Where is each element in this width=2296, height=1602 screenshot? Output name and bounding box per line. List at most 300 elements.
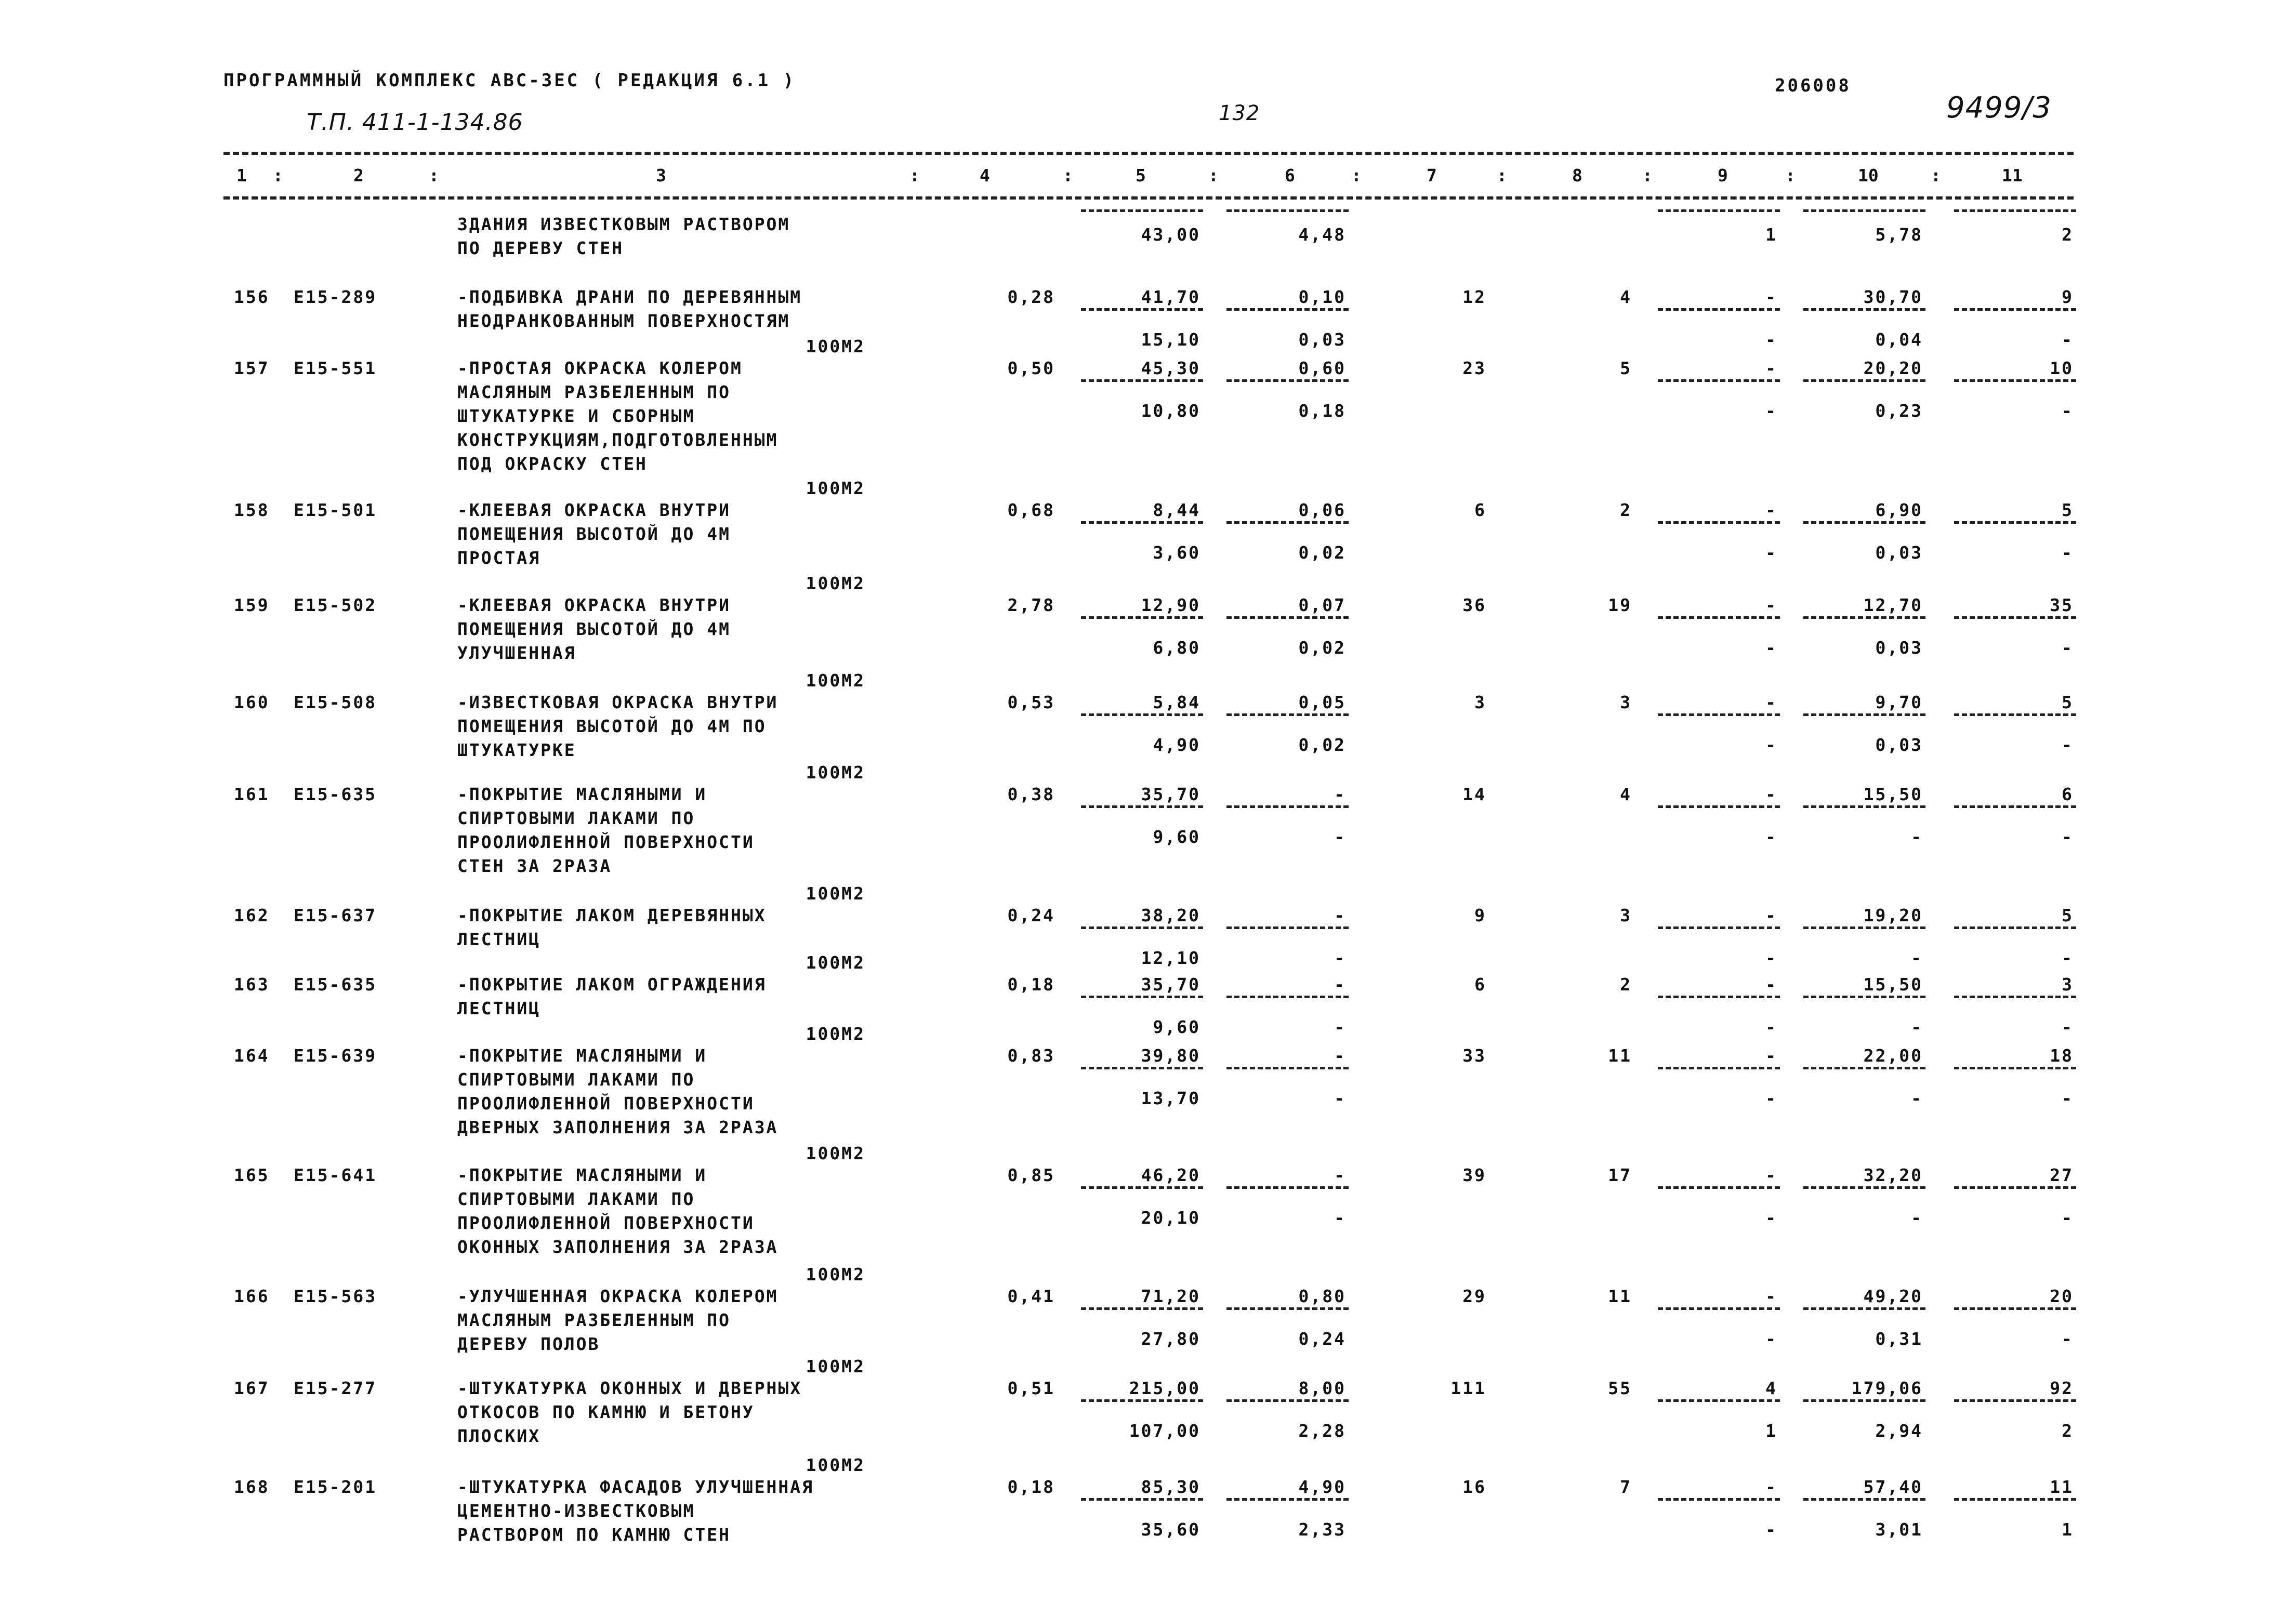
subtotal-divider	[1954, 926, 2076, 929]
subtotal-divider	[1658, 1498, 1780, 1501]
subtotal-divider	[1803, 521, 1925, 524]
work-description: -УЛУЧШЕННАЯ ОКРАСКА КОЛЕРОМ	[457, 1286, 778, 1306]
unit-cost-total: 39,80	[1141, 1045, 1200, 1066]
subtotal-divider	[1954, 805, 2076, 808]
quantity: 0,85	[1007, 1165, 1055, 1185]
labor-total: 6	[2062, 784, 2074, 804]
unit-cost-total: 8,44	[1153, 500, 1200, 520]
subtotal-divider	[1803, 926, 1925, 929]
machines-wages: -	[1765, 692, 1777, 712]
work-description: -ПОКРЫТИЕ МАСЛЯНЫМИ И	[457, 784, 707, 804]
subtotal-divider	[1226, 308, 1349, 311]
row-number: 158	[234, 500, 270, 520]
labor-machines-total: -	[2062, 1088, 2074, 1108]
work-description: ЗДАНИЯ ИЗВЕСТКОВЫМ РАСТВОРОМ	[457, 214, 790, 234]
labor-machines-total: -	[2062, 827, 2074, 847]
labor-machines: 2,94	[1875, 1421, 1923, 1441]
machine-wages-per-unit: 0,24	[1298, 1329, 1346, 1349]
row-number: 163	[234, 974, 270, 995]
subtotal-divider	[1658, 308, 1780, 311]
measurement-unit: 100М2	[806, 1143, 865, 1163]
labor-machines: 0,31	[1875, 1329, 1923, 1349]
row-number: 166	[234, 1286, 270, 1306]
labor-cost: 32,20	[1863, 1165, 1923, 1185]
work-description: ПРООЛИФЛЕННОЙ ПОВЕРХНОСТИ	[457, 1093, 755, 1114]
work-description: ОКОННЫХ ЗАПОЛНЕНИЯ ЗА 2РАЗА	[457, 1237, 778, 1257]
labor-machines: -	[1911, 1208, 1923, 1228]
subtotal-divider	[1226, 209, 1349, 212]
labor-machines: 5,78	[1875, 224, 1923, 245]
labor-machines: -	[1911, 1017, 1923, 1037]
unit-cost-machines: -	[1334, 974, 1346, 995]
total-machines: 17	[1608, 1165, 1632, 1185]
row-number: 160	[234, 692, 270, 712]
page-number: 132	[1219, 101, 1260, 125]
unit-cost-machines: 0,60	[1298, 358, 1346, 378]
labor-cost: 19,20	[1863, 905, 1923, 925]
wages-per-unit: 9,60	[1153, 1017, 1200, 1037]
work-description: СПИРТОВЫМИ ЛАКАМИ ПО	[457, 1069, 695, 1090]
subtotal-divider	[1803, 308, 1925, 311]
work-description: ПОМЕЩЕНИЯ ВЫСОТОЙ ДО 4М ПО	[457, 716, 767, 736]
labor-total: 5	[2062, 500, 2074, 520]
labor-machines-total: -	[2062, 329, 2074, 350]
subtotal-divider	[1226, 379, 1349, 382]
labor-machines-total: -	[2062, 1208, 2074, 1228]
subtotal-divider	[1658, 805, 1780, 808]
row-number: 162	[234, 905, 270, 925]
column-number: 7	[1427, 165, 1437, 186]
unit-cost-machines: -	[1334, 1045, 1346, 1066]
wages-per-unit: 20,10	[1141, 1208, 1200, 1228]
unit-cost-total: 46,20	[1141, 1165, 1200, 1185]
labor-cost: 57,40	[1863, 1477, 1923, 1497]
quantity: 0,41	[1007, 1286, 1055, 1306]
subtotal-divider	[1658, 996, 1780, 998]
machine-wages-per-unit: 0,02	[1298, 638, 1346, 658]
labor-cost: 15,50	[1863, 784, 1923, 804]
work-description: ОТКОСОВ ПО КАМНЮ И БЕТОНУ	[457, 1402, 755, 1422]
subtotal-divider	[1954, 209, 2076, 212]
machine-wages-total: 1	[1765, 1421, 1777, 1441]
machines-wages: -	[1765, 974, 1777, 995]
total-machines: 11	[1608, 1045, 1632, 1066]
unit-cost-machines: 0,80	[1298, 1286, 1346, 1306]
quantity: 0,24	[1007, 905, 1055, 925]
total-cost: 12	[1462, 287, 1486, 307]
column-number: 11	[2002, 165, 2023, 186]
measurement-unit: 100М2	[806, 670, 865, 691]
subtotal-divider	[1226, 616, 1349, 619]
subtotal-divider	[1954, 308, 2076, 311]
machines-wages: -	[1765, 595, 1777, 615]
machine-wages-total: -	[1765, 948, 1777, 968]
row-number: 167	[234, 1378, 270, 1398]
total-cost: 9	[1474, 905, 1486, 925]
subtotal-divider	[1954, 379, 2076, 382]
total-machines: 3	[1620, 692, 1632, 712]
total-machines: 55	[1608, 1378, 1632, 1398]
row-number: 168	[234, 1477, 270, 1497]
labor-machines-total: -	[2062, 542, 2074, 563]
labor-machines-total: -	[2062, 1329, 2074, 1349]
work-description: -ШТУКАТУРКА ОКОННЫХ И ДВЕРНЫХ	[457, 1378, 802, 1398]
unit-cost-total: 85,30	[1141, 1477, 1200, 1497]
wages-per-unit: 3,60	[1153, 542, 1200, 563]
measurement-unit: 100М2	[806, 762, 865, 783]
work-description: ЛЕСТНИЦ	[457, 998, 541, 1018]
subtotal-divider	[1226, 1307, 1349, 1310]
work-description: ПЛОСКИХ	[457, 1426, 541, 1446]
unit-cost-total: 45,30	[1141, 358, 1200, 378]
unit-cost-total: 5,84	[1153, 692, 1200, 712]
total-machines: 4	[1620, 287, 1632, 307]
machine-wages-total: -	[1765, 1519, 1777, 1540]
total-cost: 29	[1462, 1286, 1486, 1306]
labor-machines-total: 2	[2062, 224, 2074, 245]
labor-machines-total: 2	[2062, 1421, 2074, 1441]
work-description: -ПРОСТАЯ ОКРАСКА КОЛЕРОМ	[457, 358, 743, 378]
total-cost: 36	[1462, 595, 1486, 615]
labor-machines: 3,01	[1875, 1519, 1923, 1540]
subtotal-divider	[1803, 996, 1925, 998]
total-cost: 23	[1462, 358, 1486, 378]
work-description: ЛЕСТНИЦ	[457, 929, 541, 949]
labor-machines-total: 1	[2062, 1519, 2074, 1540]
machines-wages: -	[1765, 784, 1777, 804]
column-number: 3	[656, 165, 666, 186]
subtotal-divider	[1658, 379, 1780, 382]
machine-wages-total: -	[1765, 329, 1777, 350]
machines-wages: -	[1765, 905, 1777, 925]
labor-machines: 0,23	[1875, 401, 1923, 421]
wages-per-unit: 13,70	[1141, 1088, 1200, 1108]
subtotal-divider	[1226, 805, 1349, 808]
subtotal-divider	[1081, 308, 1203, 311]
work-description: -ПОКРЫТИЕ ЛАКОМ ДЕРЕВЯННЫХ	[457, 905, 767, 925]
work-description: -ПОКРЫТИЕ МАСЛЯНЫМИ И	[457, 1165, 707, 1185]
subtotal-divider	[1226, 1067, 1349, 1069]
labor-cost: 49,20	[1863, 1286, 1923, 1306]
wages-per-unit: 9,60	[1153, 827, 1200, 847]
subtotal-divider	[1226, 521, 1349, 524]
machines-wages: -	[1765, 1045, 1777, 1066]
work-description: ПРООЛИФЛЕННОЙ ПОВЕРХНОСТИ	[457, 832, 755, 852]
labor-total: 9	[2062, 287, 2074, 307]
machines-wages: -	[1765, 1286, 1777, 1306]
column-number: 5	[1136, 165, 1146, 186]
labor-cost: 9,70	[1875, 692, 1923, 712]
labor-machines-total: -	[2062, 401, 2074, 421]
quantity: 0,53	[1007, 692, 1055, 712]
labor-total: 3	[2062, 974, 2074, 995]
machine-wages-total: -	[1765, 638, 1777, 658]
subtotal-divider	[1803, 805, 1925, 808]
total-cost: 6	[1474, 974, 1486, 995]
subtotal-divider	[1954, 996, 2076, 998]
subtotal-divider	[1226, 926, 1349, 929]
subtotal-divider	[1081, 1399, 1203, 1402]
machine-wages-total: -	[1765, 1208, 1777, 1228]
row-number: 157	[234, 358, 270, 378]
subtotal-divider	[1803, 1307, 1925, 1310]
unit-cost-total: 71,20	[1141, 1286, 1200, 1306]
subtotal-divider	[1081, 926, 1203, 929]
total-cost: 16	[1462, 1477, 1486, 1497]
machine-wages-total: -	[1765, 401, 1777, 421]
machine-wages-per-unit: 0,03	[1298, 329, 1346, 350]
work-description: РАСТВОРОМ ПО КАМНЮ СТЕН	[457, 1525, 731, 1545]
machine-wages-per-unit: 2,33	[1298, 1519, 1346, 1540]
price-code: Е15-201	[294, 1477, 377, 1497]
subtotal-divider	[1081, 1498, 1203, 1501]
quantity: 0,38	[1007, 784, 1055, 804]
unit-cost-total: 38,20	[1141, 905, 1200, 925]
column-number: 1	[236, 165, 247, 186]
unit-cost-machines: 0,06	[1298, 500, 1346, 520]
work-description: ШТУКАТУРКЕ И СБОРНЫМ	[457, 406, 695, 426]
work-description: ДЕРЕВУ ПОЛОВ	[457, 1334, 600, 1354]
subtotal-divider	[1081, 713, 1203, 716]
work-description: МАСЛЯНЫМ РАЗБЕЛЕННЫМ ПО	[457, 382, 731, 402]
machine-wages-total: 1	[1765, 224, 1777, 245]
subtotal-divider	[1226, 1399, 1349, 1402]
quantity: 0,18	[1007, 1477, 1055, 1497]
labor-total: 27	[2050, 1165, 2074, 1185]
total-cost: 6	[1474, 500, 1486, 520]
labor-cost: 6,90	[1875, 500, 1923, 520]
total-machines: 2	[1620, 500, 1632, 520]
labor-total: 11	[2050, 1477, 2074, 1497]
subtotal-divider	[1803, 713, 1925, 716]
unit-cost-total: 12,90	[1141, 595, 1200, 615]
subtotal-divider	[1954, 616, 2076, 619]
price-code: Е15-635	[294, 784, 377, 804]
work-description: НЕОДРАНКОВАННЫМ ПОВЕРХНОСТЯМ	[457, 311, 790, 331]
measurement-unit: 100М2	[806, 336, 865, 356]
labor-cost: 12,70	[1863, 595, 1923, 615]
machine-wages-total: -	[1765, 542, 1777, 563]
row-number: 164	[234, 1045, 270, 1066]
unit-cost-machines: 4,90	[1298, 1477, 1346, 1497]
total-machines: 2	[1620, 974, 1632, 995]
work-description: -КЛЕЕВАЯ ОКРАСКА ВНУТРИ	[457, 500, 731, 520]
subtotal-divider	[1658, 1186, 1780, 1189]
machine-wages-total: -	[1765, 1017, 1777, 1037]
labor-total: 5	[2062, 905, 2074, 925]
work-description: -КЛЕЕВАЯ ОКРАСКА ВНУТРИ	[457, 595, 731, 615]
measurement-unit: 100М2	[806, 1024, 865, 1044]
quantity: 0,18	[1007, 974, 1055, 995]
price-code: Е15-551	[294, 358, 377, 378]
work-description: ПРОСТАЯ	[457, 548, 541, 568]
work-description: СТЕН ЗА 2РАЗА	[457, 856, 612, 876]
total-machines: 5	[1620, 358, 1632, 378]
price-code: Е15-563	[294, 1286, 377, 1306]
labor-machines-total: -	[2062, 948, 2074, 968]
unit-cost-total: 41,70	[1141, 287, 1200, 307]
work-description: ДВЕРНЫХ ЗАПОЛНЕНИЯ ЗА 2РАЗА	[457, 1117, 778, 1137]
subtotal-divider	[1954, 1186, 2076, 1189]
subtotal-divider	[1803, 1498, 1925, 1501]
work-description: ПОД ОКРАСКУ СТЕН	[457, 454, 648, 474]
wages-per-unit: 6,80	[1153, 638, 1200, 658]
unit-cost-machines: 8,00	[1298, 1378, 1346, 1398]
labor-machines: 0,03	[1875, 638, 1923, 658]
quantity: 0,50	[1007, 358, 1055, 378]
work-description: ШТУКАТУРКЕ	[457, 740, 576, 760]
work-description: СПИРТОВЫМИ ЛАКАМИ ПО	[457, 808, 695, 828]
labor-cost: 30,70	[1863, 287, 1923, 307]
subtotal-divider	[1081, 996, 1203, 998]
wages-per-unit: 43,00	[1141, 224, 1200, 245]
work-description: -ШТУКАТУРКА ФАСАДОВ УЛУЧШЕННАЯ	[457, 1477, 814, 1497]
unit-cost-machines: -	[1334, 784, 1346, 804]
machine-wages-total: -	[1765, 1329, 1777, 1349]
measurement-unit: 100М2	[806, 952, 865, 973]
total-cost: 39	[1462, 1165, 1486, 1185]
quantity: 0,83	[1007, 1045, 1055, 1066]
unit-cost-machines: 0,05	[1298, 692, 1346, 712]
subtotal-divider	[1803, 1067, 1925, 1069]
subtotal-divider	[1658, 713, 1780, 716]
column-number: 2	[353, 165, 364, 186]
wages-per-unit: 35,60	[1141, 1519, 1200, 1540]
work-description: -ИЗВЕСТКОВАЯ ОКРАСКА ВНУТРИ	[457, 692, 778, 712]
subtotal-divider	[1081, 805, 1203, 808]
work-description: ЦЕМЕНТНО-ИЗВЕСТКОВЫМ	[457, 1501, 695, 1521]
subtotal-divider	[1081, 616, 1203, 619]
subtotal-divider	[1081, 379, 1203, 382]
labor-cost: 179,06	[1851, 1378, 1923, 1398]
subtotal-divider	[1658, 521, 1780, 524]
machines-wages: -	[1765, 287, 1777, 307]
column-number: 6	[1285, 165, 1295, 186]
measurement-unit: 100М2	[806, 883, 865, 904]
unit-cost-machines: 0,10	[1298, 287, 1346, 307]
quantity: 0,68	[1007, 500, 1055, 520]
subtotal-divider	[1803, 616, 1925, 619]
unit-cost-machines: -	[1334, 905, 1346, 925]
document-code: Т.П. 411-1-134.86	[307, 109, 523, 136]
subtotal-divider	[1226, 996, 1349, 998]
subtotal-divider	[1226, 1498, 1349, 1501]
work-description: КОНСТРУКЦИЯМ,ПОДГОТОВЛЕННЫМ	[457, 430, 778, 450]
work-description: ПРООЛИФЛЕННОЙ ПОВЕРХНОСТИ	[457, 1213, 755, 1233]
price-code: Е15-635	[294, 974, 377, 995]
work-description: МАСЛЯНЫМ РАЗБЕЛЕННЫМ ПО	[457, 1310, 731, 1330]
price-code: Е15-508	[294, 692, 377, 712]
measurement-unit: 100М2	[806, 1356, 865, 1376]
labor-machines-total: -	[2062, 1017, 2074, 1037]
header-bottom-rule	[223, 196, 2074, 200]
wages-per-unit: 107,00	[1129, 1421, 1200, 1441]
total-machines: 11	[1608, 1286, 1632, 1306]
price-code: Е15-641	[294, 1165, 377, 1185]
quantity: 0,28	[1007, 287, 1055, 307]
total-machines: 3	[1620, 905, 1632, 925]
price-code: Е15-502	[294, 595, 377, 615]
wages-per-unit: 10,80	[1141, 401, 1200, 421]
subtotal-divider	[1954, 713, 2076, 716]
machines-wages: -	[1765, 1477, 1777, 1497]
subtotal-divider	[1954, 1498, 2076, 1501]
wages-per-unit: 27,80	[1141, 1329, 1200, 1349]
subtotal-divider	[1803, 379, 1925, 382]
subtotal-divider	[1803, 209, 1925, 212]
price-code: Е15-501	[294, 500, 377, 520]
top-rule	[223, 152, 2074, 155]
work-description: СПИРТОВЫМИ ЛАКАМИ ПО	[457, 1189, 695, 1209]
labor-total: 20	[2050, 1286, 2074, 1306]
subtotal-divider	[1081, 1307, 1203, 1310]
subtotal-divider	[1226, 1186, 1349, 1189]
wages-per-unit: 15,10	[1141, 329, 1200, 350]
price-code: Е15-637	[294, 905, 377, 925]
subtotal-divider	[1954, 1307, 2076, 1310]
labor-machines: -	[1911, 827, 1923, 847]
unit-cost-total: 35,70	[1141, 784, 1200, 804]
price-code: Е15-277	[294, 1378, 377, 1398]
price-code: Е15-639	[294, 1045, 377, 1066]
unit-cost-total: 35,70	[1141, 974, 1200, 995]
column-number: 4	[980, 165, 990, 186]
machine-wages-per-unit: -	[1334, 1208, 1346, 1228]
machine-wages-per-unit: 0,02	[1298, 542, 1346, 563]
subtotal-divider	[1954, 1399, 2076, 1402]
machine-wages-per-unit: 2,28	[1298, 1421, 1346, 1441]
labor-machines-total: -	[2062, 638, 2074, 658]
row-number: 165	[234, 1165, 270, 1185]
work-description: УЛУЧШЕННАЯ	[457, 643, 576, 663]
labor-total: 35	[2050, 595, 2074, 615]
sheet-number: 9499/3	[1946, 91, 2052, 125]
total-machines: 7	[1620, 1477, 1632, 1497]
work-description: ПОМЕЩЕНИЯ ВЫСОТОЙ ДО 4М	[457, 524, 731, 544]
machine-wages-total: -	[1765, 827, 1777, 847]
subtotal-divider	[1658, 616, 1780, 619]
machines-wages: -	[1765, 358, 1777, 378]
row-number: 161	[234, 784, 270, 804]
subtotal-divider	[1803, 1399, 1925, 1402]
total-machines: 4	[1620, 784, 1632, 804]
wages-per-unit: 4,90	[1153, 735, 1200, 755]
total-machines: 19	[1608, 595, 1632, 615]
labor-total: 5	[2062, 692, 2074, 712]
quantity: 0,51	[1007, 1378, 1055, 1398]
row-number: 156	[234, 287, 270, 307]
machine-wages-per-unit: -	[1334, 827, 1346, 847]
measurement-unit: 100М2	[806, 1455, 865, 1475]
column-number: 8	[1572, 165, 1582, 186]
labor-cost: 20,20	[1863, 358, 1923, 378]
program-title: ПРОГРАММНЫЙ КОМПЛЕКС АВС-3ЕС ( РЕДАКЦИЯ 6.1 )	[223, 70, 796, 91]
labor-machines: -	[1911, 1088, 1923, 1108]
total-cost: 14	[1462, 784, 1486, 804]
machines-wages: -	[1765, 1165, 1777, 1185]
labor-total: 92	[2050, 1378, 2074, 1398]
unit-cost-machines: 0,07	[1298, 595, 1346, 615]
labor-machines: 0,03	[1875, 542, 1923, 563]
total-cost: 3	[1474, 692, 1486, 712]
labor-cost: 22,00	[1863, 1045, 1923, 1066]
subtotal-divider	[1081, 209, 1203, 212]
labor-machines: 0,03	[1875, 735, 1923, 755]
work-description: -ПОДБИВКА ДРАНИ ПО ДЕРЕВЯННЫМ	[457, 287, 802, 307]
subtotal-divider	[1081, 521, 1203, 524]
document-number: 206008	[1775, 75, 1851, 96]
subtotal-divider	[1954, 1067, 2076, 1069]
